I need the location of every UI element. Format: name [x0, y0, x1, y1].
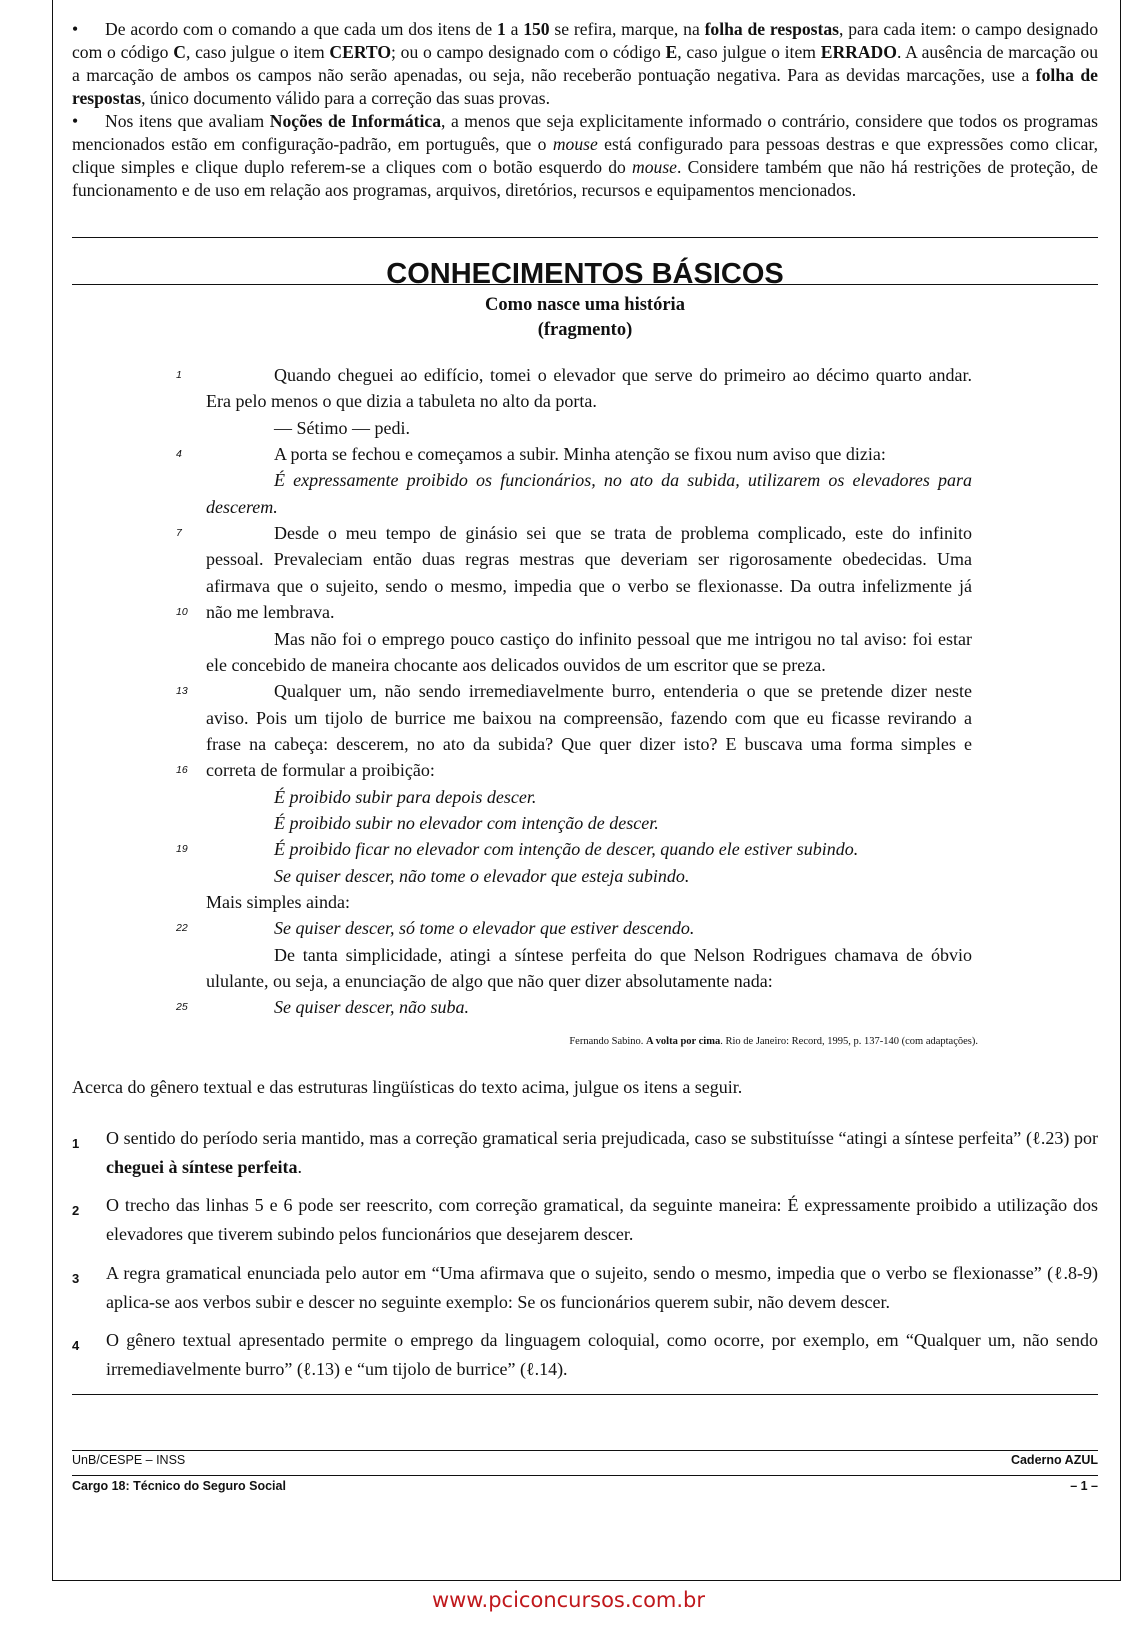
- story-line: [176, 889, 1006, 915]
- line-text: frase na cabeça: descerem, no ato da subida? Que quer dizer isto? E buscava uma forma simples e: [206, 733, 972, 754]
- footer-row-2: [72, 1479, 1098, 1493]
- section-title: CONHECIMENTOS BÁSICOS: [386, 258, 784, 290]
- watermark-url[interactable]: www.pciconcursos.com.br: [431, 1588, 706, 1612]
- footer-page-number: – 1 –: [1070, 1479, 1098, 1493]
- line-text: De tanta simplicidade, atingi a síntese perfeita do que Nelson Rodrigues chamava de óbvio: [274, 944, 972, 965]
- text-title: Como nasce uma história: [485, 295, 685, 315]
- story-line: [176, 415, 1006, 441]
- footer-booklet: Caderno AZUL: [1010, 1453, 1098, 1467]
- line-text: Mas não foi o emprego pouco castiço do infinito pessoal que me intrigou no tal aviso: foi estar: [274, 628, 972, 649]
- line-text: A porta se fechou e começamos a subir. Minha atenção se fixou num aviso que dizia:: [274, 444, 886, 465]
- items-bottom-rule: [72, 1394, 1098, 1395]
- line-number: 4: [176, 448, 182, 461]
- line-text: ele concebido de maneira chocante aos delicados ouvidos de um escritor que se preza.: [206, 654, 826, 675]
- story-line: [176, 626, 1006, 652]
- question-item: [72, 1259, 1098, 1317]
- line-text: não me lembrava.: [206, 602, 335, 623]
- story-line: [176, 915, 1006, 941]
- item-number: 4: [72, 1338, 80, 1353]
- story-line: [176, 441, 1006, 467]
- section-top-rule: [72, 237, 1098, 238]
- item-text: A regra gramatical enunciada pelo autor em “Uma afirmava que o sujeito, sendo o mesmo, impedia que o verbo se flexionasse” (ℓ.8-9) aplica-se aos verbos subir e descer no seguinte exemplo: Se os funcionários querem subir, não devem descer.: [106, 1263, 1098, 1312]
- line-number: 1: [176, 369, 182, 381]
- story-line: [176, 784, 1006, 810]
- story-line: [176, 388, 1006, 414]
- line-text: Qualquer um, não sendo irremediavelmente burro, entenderia o que se pretende dizer neste: [274, 681, 972, 702]
- story-line: [176, 705, 1006, 731]
- item-number: 2: [72, 1203, 80, 1218]
- line-number: 19: [176, 843, 188, 856]
- item-text: O trecho das linhas 5 e 6 pode ser reescrito, com correção gramatical, da seguinte maneira: É expressamente proibido a utilização dos elevadores que tiverem subindo pelos funcionários que desejarem descer.: [106, 1195, 1098, 1244]
- question-item: [72, 1191, 1098, 1249]
- item-number: 1: [72, 1136, 80, 1151]
- line-text: Se quiser descer, não tome o elevador que esteja subindo.: [274, 865, 690, 886]
- story-line: [176, 362, 1006, 388]
- line-text: É proibido ficar no elevador com intenção de descer, quando ele estiver subindo.: [274, 839, 859, 860]
- line-number: 10: [176, 606, 188, 619]
- story-line: [176, 573, 1006, 599]
- line-text: aviso. Pois um tijolo de burrice me baixou na compreensão, fazendo com que eu ficasse revirando a: [206, 707, 972, 728]
- line-text: Desde o meu tempo de ginásio sei que se trata de problema complicado, este do infinito: [274, 523, 972, 544]
- text-subtitle: (fragmento): [537, 320, 633, 340]
- line-text: É proibido subir para depois descer.: [274, 786, 537, 807]
- story-line: [176, 599, 1006, 625]
- line-text: Se quiser descer, só tome o elevador que estiver descendo.: [274, 918, 695, 939]
- story-line: [176, 467, 1006, 493]
- line-number: 7: [176, 527, 182, 540]
- line-text: Era pelo menos o que dizia a tabuleta no alto da porta.: [206, 391, 597, 412]
- line-text: É proibido subir no elevador com intenção de descer.: [274, 812, 659, 833]
- items-prompt: Acerca do gênero textual e das estruturas lingüísticas do texto acima, julgue os itens a seguir.: [72, 1077, 743, 1097]
- line-text: — Sétimo — pedi.: [274, 417, 410, 438]
- item-text: O gênero textual apresentado permite o emprego da linguagem coloquial, como ocorre, por exemplo, em “Qualquer um, não sendo irremediavelmente burro” (ℓ.13) e “um tijolo de burrice” (ℓ.14).: [106, 1330, 1098, 1379]
- footer-position: Cargo 18: Técnico do Seguro Social: [72, 1479, 286, 1493]
- story-line: [176, 546, 1006, 572]
- story-line: [176, 942, 1006, 968]
- story-line: [176, 863, 1006, 889]
- story-line: [176, 810, 1006, 836]
- story-line: [176, 757, 1006, 783]
- line-text: É expressamente proibido os funcionários, no ato da subida, utilizarem os elevadores para: [274, 470, 972, 491]
- line-number: 25: [176, 1001, 188, 1014]
- instructions: [72, 18, 1098, 202]
- question-item: [72, 1124, 1098, 1182]
- item-number: 3: [72, 1271, 80, 1286]
- line-text: afirmava que o sujeito, sendo o mesmo, impedia que o verbo se flexionasse. Da outra infelizmente já: [206, 575, 972, 596]
- story-line: [176, 494, 1006, 520]
- instruction-2: • Nos itens que avaliam Noções de Informática, a menos que seja explicitamente informado o contrário, considere que todos os programas mencionados estão em configuração-padrão, em português, que o mouse está configurado para pessoas destras e que expressões como clicar, clique simples e clique duplo referem-se a cliques com o botão esquerdo do mouse. Considere também que não há restrições de proteção, de funcionamento e de uso em relação aos programas, arquivos, diretórios, recursos e equipamentos mencionados.: [72, 111, 1099, 200]
- story-line: [176, 731, 1006, 757]
- footer-row-1: [72, 1453, 1098, 1467]
- line-text: Mais simples ainda:: [206, 892, 350, 912]
- footer-top-rule: [72, 1450, 1098, 1451]
- item-text: O sentido do período seria mantido, mas a correção gramatical seria prejudicada, caso se substituísse “atingi a síntese perfeita” (ℓ.23) por cheguei à síntese perfeita.: [106, 1128, 1098, 1177]
- story-line: [176, 520, 1006, 546]
- instruction-1: • De acordo com o comando a que cada um dos itens de 1 a 150 se refira, marque, na folha de respostas, para cada item: o campo designado com o código C, caso julgue o item CERTO; ou o campo designado com o código E, caso julgue o item ERRADO. A ausência de marcação ou a marcação de ambos os campos não serão apenadas, ou seja, não receberão pontuação negativa. Para as devidas marcações, use a folha de respostas, único documento válido para a correção das suas provas.: [72, 19, 1098, 108]
- story-line: [176, 968, 1006, 994]
- line-text: Se quiser descer, não suba.: [274, 997, 469, 1018]
- question-item: [72, 1326, 1098, 1384]
- line-text: ululante, ou seja, a enunciação de algo que não quer dizer absolutamente nada:: [206, 971, 773, 992]
- line-text: correta de formular a proibição:: [206, 760, 435, 781]
- line-number: 16: [176, 764, 188, 777]
- story-line: [176, 678, 1006, 704]
- story-line: [176, 994, 1006, 1020]
- line-number: 13: [176, 685, 188, 698]
- line-text: descerem.: [206, 496, 278, 517]
- story-line: [176, 836, 1006, 862]
- line-number: 22: [176, 922, 188, 935]
- footer-institution: UnB/CESPE – INSS: [72, 1453, 186, 1467]
- section-bottom-rule: [72, 284, 1098, 285]
- line-text: Quando cheguei ao edifício, tomei o elevador que serve do primeiro ao décimo quarto andar.: [274, 365, 972, 385]
- footer-mid-rule: [72, 1475, 1098, 1476]
- story-line: [176, 652, 1006, 678]
- citation: Fernando Sabino. A volta por cima. Rio de Janeiro: Record, 1995, p. 137-140 (com adaptações).: [569, 1036, 978, 1047]
- line-text: pessoal. Prevaleciam então duas regras mestras que deveriam ser rigorosamente obedecidas. Uma: [206, 549, 972, 570]
